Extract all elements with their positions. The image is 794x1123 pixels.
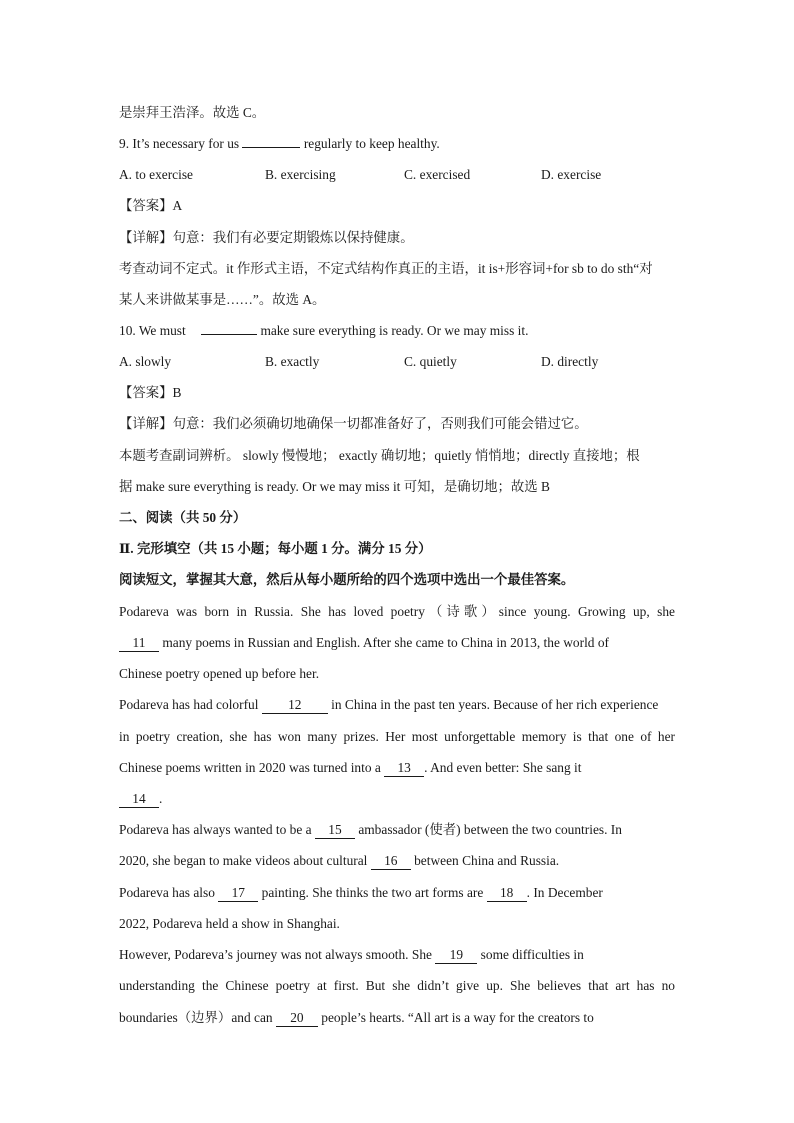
option-d: D. directly xyxy=(541,354,599,369)
cloze-blank-11: 11 xyxy=(119,635,159,652)
cloze-blank-16: 16 xyxy=(371,853,411,870)
question-9-analysis-line-2: 某人来讲做某事是……”。故选 A。 xyxy=(119,292,326,307)
passage-line: understanding the Chinese poetry at first. But she didn’t give up. She believes that art has no xyxy=(119,978,675,993)
question-10: 10. We must make sure everything is ready. Or we may miss it. xyxy=(119,323,529,338)
passage-line: boundaries（边界）and can 20 people’s hearts. “All art is a way for the creators to xyxy=(119,1010,594,1025)
answer-blank xyxy=(242,147,300,148)
passage-line: Podareva has had colorful 12 in China in the past ten years. Because of her rich experience xyxy=(119,697,659,712)
passage-line: Podareva has also 17 painting. She thinks the two art forms are 18 . In December xyxy=(119,885,603,900)
cloze-blank-19: 19 xyxy=(435,947,477,964)
question-9-detail: 【详解】句意：我们有必要定期锻炼以保持健康。 xyxy=(119,230,414,245)
passage-line: in poetry creation, she has won many prizes. Her most unforgettable memory is that one of her xyxy=(119,729,675,744)
option-c: C. exercised xyxy=(404,167,471,182)
section-subheading: Ⅱ. 完形填空（共 15 小题；每小题 1 分。满分 15 分） xyxy=(119,541,432,556)
section-heading: 二、阅读（共 50 分） xyxy=(119,510,247,525)
q8-answer-tail: 是崇拜王浩泽。故选 C。 xyxy=(119,105,266,120)
question-10-analysis-line-1: 本题考查副词辨析。 slowly 慢慢地； exactly 确切地；quietly 悄悄地；directly 直接地；根 xyxy=(119,448,640,463)
cloze-blank-20: 20 xyxy=(276,1010,318,1027)
passage-line: Chinese poems written in 2020 was turned into a 13 . And even better: She sang it xyxy=(119,760,582,775)
passage-line: 11 many poems in Russian and English. After she came to China in 2013, the world of xyxy=(119,633,675,653)
option-a: A. to exercise xyxy=(119,167,193,182)
passage-line: Podareva has always wanted to be a 15 ambassador (使者) between the two countries. In xyxy=(119,822,622,837)
option-a: A. slowly xyxy=(119,354,172,369)
passage-line: Podareva was born in Russia. She has loved poetry（诗歌）since young. Growing up, she xyxy=(119,604,675,619)
question-10-answer: 【答案】B xyxy=(119,385,182,400)
cloze-blank-15: 15 xyxy=(315,822,355,839)
question-9-analysis-line-1: 考查动词不定式。it 作形式主语，不定式结构作真正的主语，it is+形容词+for sb to do sth“对 xyxy=(119,261,653,276)
question-9-answer: 【答案】A xyxy=(119,198,183,213)
cloze-blank-14: 14 xyxy=(119,791,159,808)
question-10-analysis-line-2: 据 make sure everything is ready. Or we may miss it 可知，是确切地；故选 B xyxy=(119,479,550,494)
answer-blank xyxy=(201,334,257,335)
option-b: B. exercising xyxy=(265,167,336,182)
cloze-blank-12: 12 xyxy=(262,697,328,714)
question-10-detail: 【详解】句意：我们必须确切地确保一切都准备好了，否则我们可能会错过它。 xyxy=(119,416,588,431)
passage-line: 14 . xyxy=(119,789,675,809)
option-b: B. exactly xyxy=(265,354,320,369)
cloze-blank-18: 18 xyxy=(487,885,527,902)
option-d: D. exercise xyxy=(541,167,602,182)
option-c: C. quietly xyxy=(404,354,457,369)
passage-line: 2022, Podareva held a show in Shanghai. xyxy=(119,916,340,931)
section-instruction: 阅读短文，掌握其大意，然后从每小题所给的四个选项中选出一个最佳答案。 xyxy=(119,572,575,587)
question-9: 9. It’s necessary for us regularly to keep healthy. xyxy=(119,136,440,151)
cloze-blank-17: 17 xyxy=(218,885,258,902)
cloze-blank-13: 13 xyxy=(384,760,424,777)
passage-line: 2020, she began to make videos about cultural 16 between China and Russia. xyxy=(119,853,560,868)
passage-line: However, Podareva’s journey was not always smooth. She 19 some difficulties in xyxy=(119,947,584,962)
passage-line: Chinese poetry opened up before her. xyxy=(119,666,320,681)
